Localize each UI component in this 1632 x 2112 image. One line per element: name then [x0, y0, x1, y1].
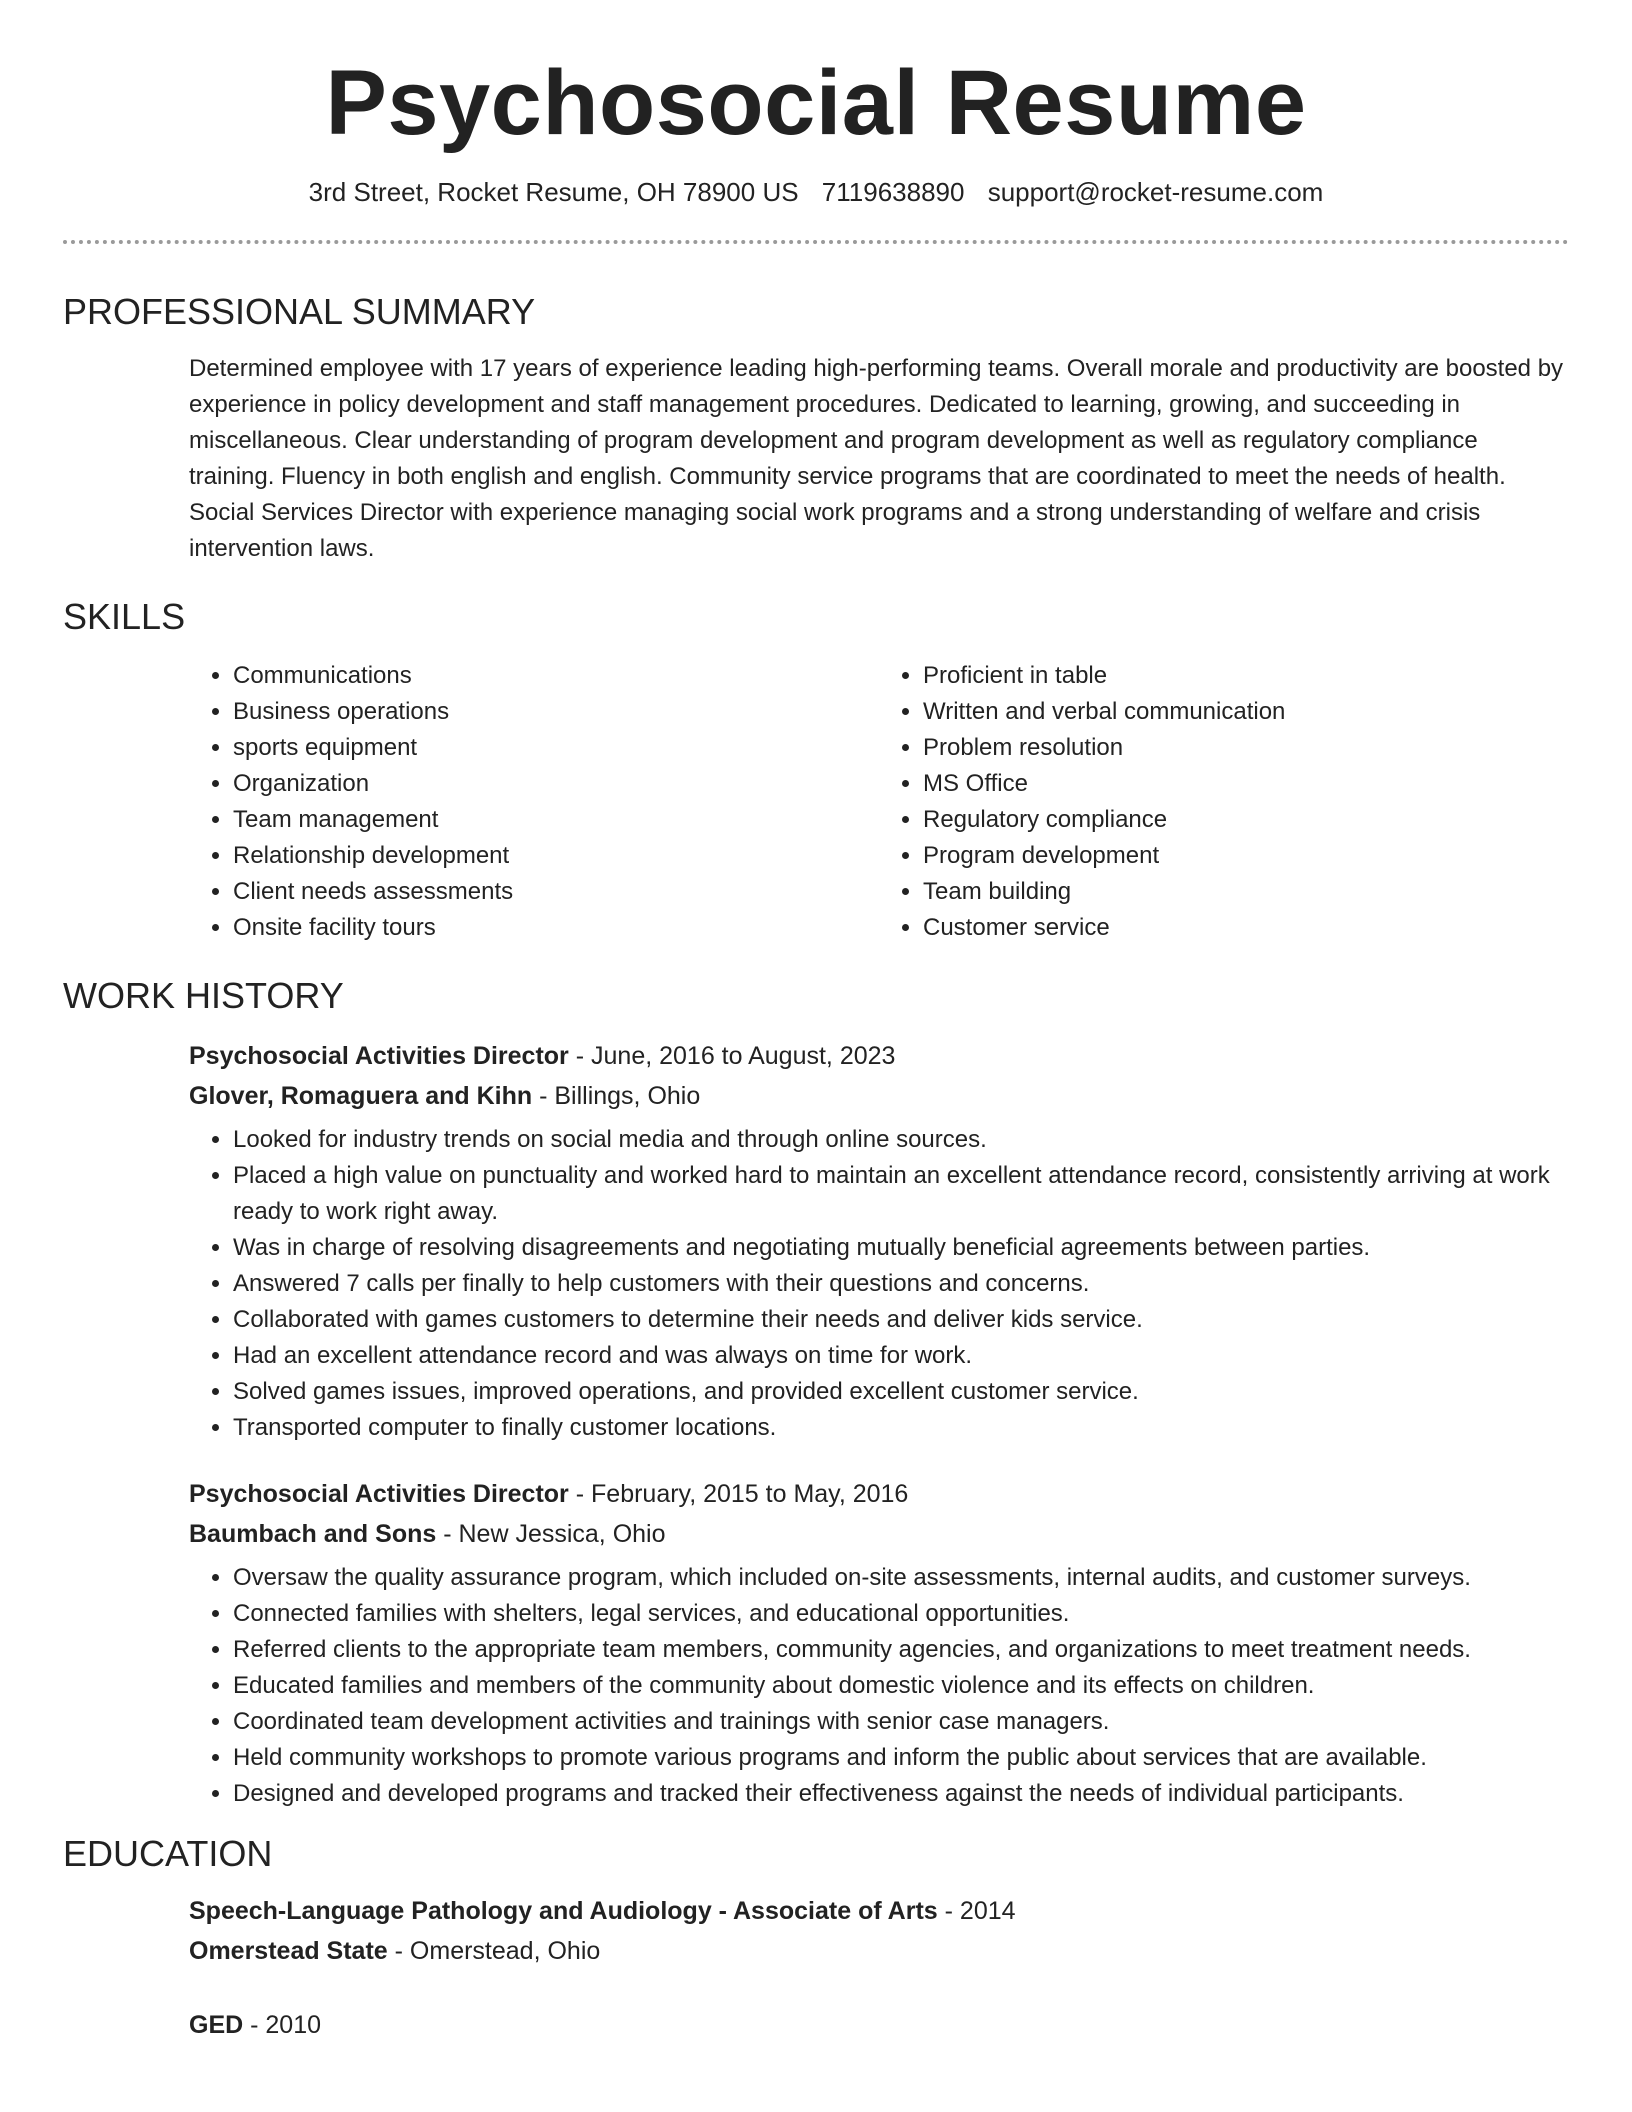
duty-item: • Referred clients to the appropriate team members, community agencies, and organizations to meet treatment needs.: [233, 1632, 1569, 1668]
duty-item: • Solved games issues, improved operations, and provided excellent customer service.: [233, 1374, 1569, 1410]
skill-item: • Client needs assessments: [233, 874, 879, 910]
skills-column-left: [189, 658, 879, 946]
skills-section: [0, 595, 1632, 946]
job-company: Glover, Romaguera and Kihn: [189, 1081, 533, 1110]
duty-item: • Collaborated with games customers to determine their needs and deliver kids service.: [233, 1302, 1569, 1338]
duty-item: • Transported computer to finally customer locations.: [233, 1410, 1569, 1446]
duty-item: • Connected families with shelters, legal services, and educational opportunities.: [233, 1596, 1569, 1632]
skill-item: • Written and verbal communication: [923, 694, 1569, 730]
section-title-work: WORK HISTORY: [63, 975, 344, 1017]
job-dates: - February, 2015 to May, 2016: [568, 1479, 909, 1508]
education-year: - 2014: [937, 1896, 1016, 1925]
job-location: - New Jessica, Ohio: [436, 1519, 666, 1548]
skill-item: • Proficient in table: [923, 658, 1569, 694]
work-history-section: [0, 974, 1632, 1811]
contact-address: 3rd Street, Rocket Resume, OH 78900 US: [308, 177, 799, 208]
skill-item: • Customer service: [923, 910, 1569, 946]
education-degree-line: [189, 2005, 1569, 2045]
duty-item: • Held community workshops to promote various programs and inform the public about services that are available.: [233, 1740, 1569, 1776]
resume-header: [0, 0, 1632, 208]
job-role: Psychosocial Activities Director: [189, 1479, 569, 1508]
duty-item: • Had an excellent attendance record and was always on time for work.: [233, 1338, 1569, 1374]
contact-email: support@rocket-resume.com: [987, 177, 1324, 208]
job-title-line: [189, 1036, 1569, 1076]
duty-item: • Oversaw the quality assurance program, which included on-site assessments, internal audits, and customer surveys.: [233, 1560, 1569, 1596]
skill-item: • MS Office: [923, 766, 1569, 802]
duty-item: • Designed and developed programs and tracked their effectiveness against the needs of individual participants.: [233, 1776, 1569, 1812]
duty-item: • Coordinated team development activities and trainings with senior case managers.: [233, 1704, 1569, 1740]
skills-column-right: [879, 658, 1569, 946]
education-entry: [189, 2005, 1569, 2045]
job-entry: [189, 1036, 1569, 1446]
duty-item: • Educated families and members of the community about domestic violence and its effects on children.: [233, 1668, 1569, 1704]
skill-item: • Business operations: [233, 694, 879, 730]
job-location: - Billings, Ohio: [532, 1081, 701, 1110]
job-entry: [189, 1474, 1569, 1812]
resume-name: Psychosocial Resume: [325, 52, 1307, 154]
skill-item: • Onsite facility tours: [233, 910, 879, 946]
contact-line: [0, 177, 1632, 208]
skill-item: • Organization: [233, 766, 879, 802]
education-location: - Omerstead, Ohio: [387, 1936, 601, 1965]
job-role: Psychosocial Activities Director: [189, 1041, 569, 1070]
skill-item: • Program development: [923, 838, 1569, 874]
job-duties: [189, 1122, 1569, 1446]
section-title-skills: SKILLS: [63, 596, 186, 638]
duty-item: • Was in charge of resolving disagreements and negotiating mutually beneficial agreements between parties.: [233, 1230, 1569, 1266]
education-section: [0, 1832, 1632, 2045]
job-title-line: [189, 1474, 1569, 1514]
skill-item: • Problem resolution: [923, 730, 1569, 766]
skill-item: • sports equipment: [233, 730, 879, 766]
education-degree: GED: [189, 2010, 244, 2039]
header-divider: [63, 240, 1569, 244]
section-title-summary: PROFESSIONAL SUMMARY: [63, 291, 536, 333]
duty-item: • Looked for industry trends on social media and through online sources.: [233, 1122, 1569, 1158]
skill-item: • Team building: [923, 874, 1569, 910]
education-entry: [189, 1891, 1569, 1971]
skill-item: • Team management: [233, 802, 879, 838]
job-duties: [189, 1560, 1569, 1812]
education-degree-line: [189, 1891, 1569, 1931]
education-year: - 2010: [243, 2010, 322, 2039]
job-dates: - June, 2016 to August, 2023: [568, 1041, 896, 1070]
professional-summary-section: [0, 290, 1632, 567]
skill-item: • Regulatory compliance: [923, 802, 1569, 838]
job-company: Baumbach and Sons: [189, 1519, 437, 1548]
job-company-line: [189, 1076, 1569, 1116]
education-degree: Speech-Language Pathology and Audiology - Associate of Arts: [189, 1896, 938, 1925]
skills-grid: [189, 658, 1569, 946]
education-school-line: [189, 1931, 1569, 1971]
section-title-education: EDUCATION: [63, 1832, 273, 1874]
job-company-line: [189, 1514, 1569, 1554]
skill-item: • Relationship development: [233, 838, 879, 874]
education-school: Omerstead State: [189, 1936, 388, 1965]
duty-item: • Placed a high value on punctuality and worked hard to maintain an excellent attendance record, consistently arriving at work ready to work right away.: [233, 1158, 1569, 1230]
contact-phone: 7119638890: [821, 177, 965, 208]
summary-text: Determined employee with 17 years of experience leading high-performing teams. Overall morale and productivity are boosted by experience in policy development and staff management procedures. Dedicated to learning, growing, and succeeding in miscellaneous. Clear understanding of program development and program development as well as regulatory compliance training. Fluency in both english and english. Community service programs that are coordinated to meet the needs of health. Social Services Director with experience managing social work programs and a strong understanding of welfare and crisis intervention laws.: [189, 355, 1564, 563]
duty-item: • Answered 7 calls per finally to help customers with their questions and concerns.: [233, 1266, 1569, 1302]
skill-item: • Communications: [233, 658, 879, 694]
